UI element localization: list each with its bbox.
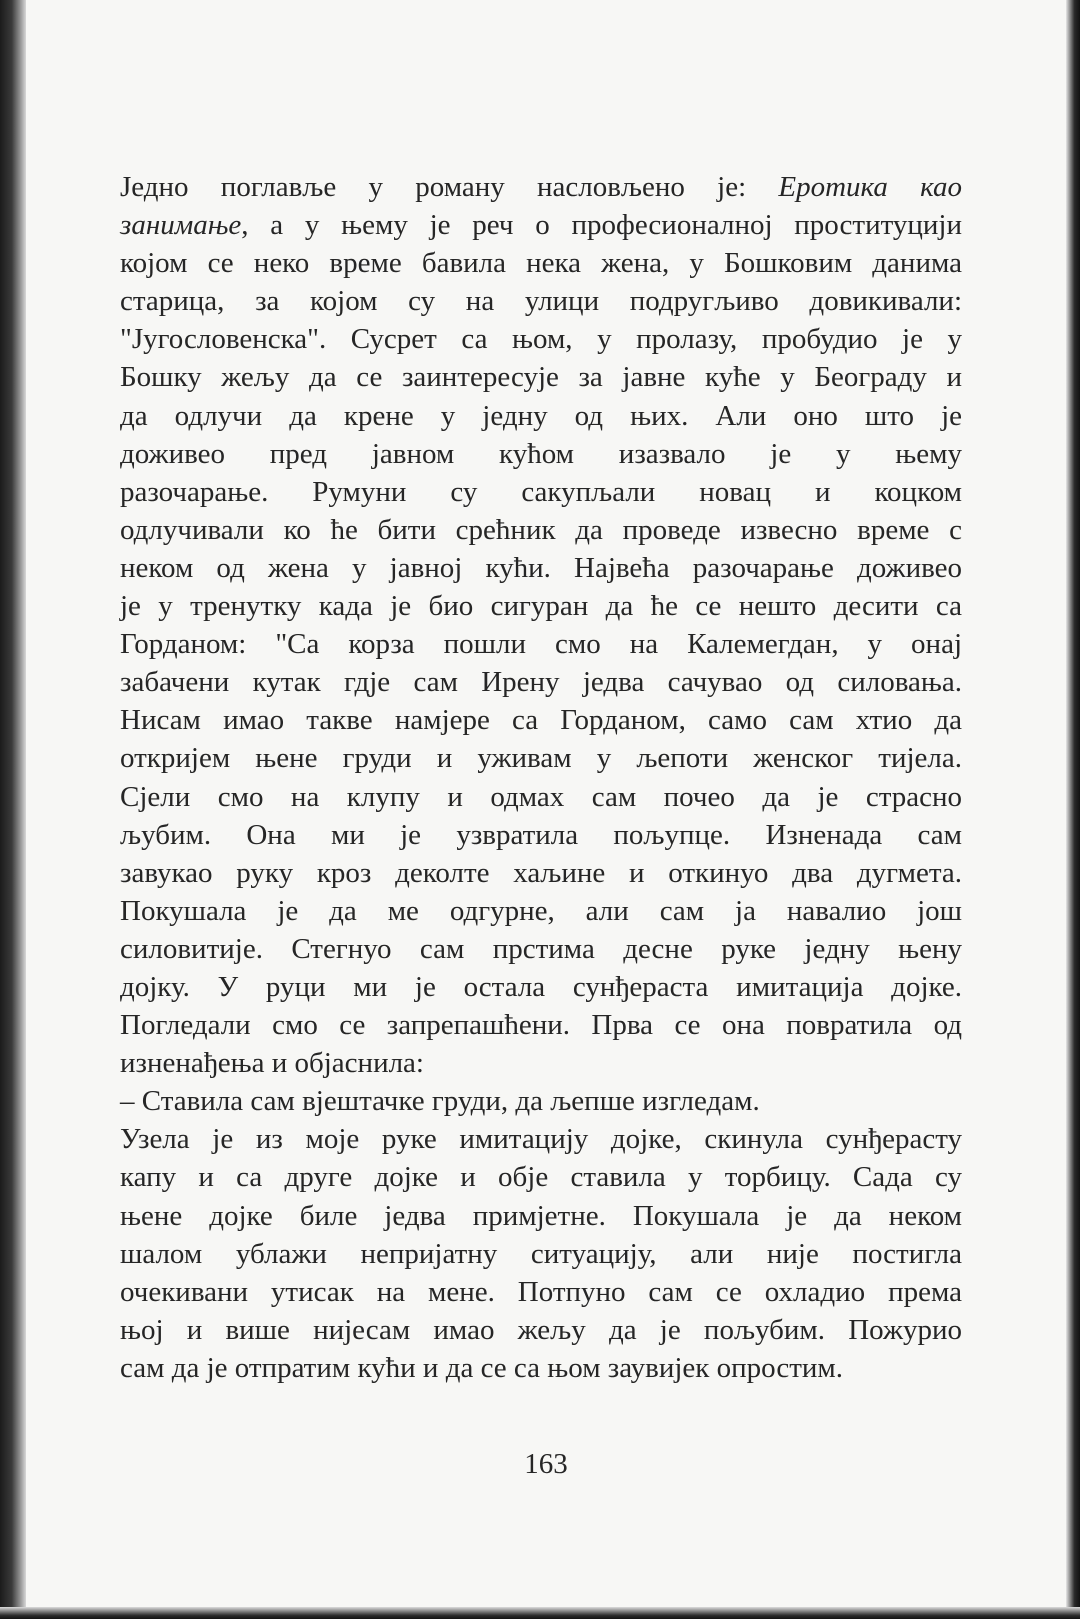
text-line: дојку. У руци ми је остала сунђераста имитација дојке.: [120, 970, 962, 1003]
text-line: Нисам имао такве намјере са Горданом, само сам хтио да: [120, 704, 962, 737]
line-text: , а у њему је реч о професионалној проституцији: [241, 209, 962, 242]
text-line: забачени кутак гдје сам Ирену једва сачувао од силовања.: [120, 666, 962, 699]
line-text: Једно поглавље у роману насловљено је:: [120, 171, 779, 203]
text-line: доживео пред јавном кућом изазвало је у њему: [120, 437, 962, 470]
page-number: 163: [524, 1448, 568, 1480]
text-line: завукао руку кроз деколте хаљине и откинуо два дугмета.: [120, 856, 962, 889]
text-line: [120, 206, 962, 244]
text-line: је у тренутку када је био сигуран да ће се нешто десити са: [120, 590, 962, 623]
book-binding-shadow: [0, 0, 26, 1619]
paragraph-1: [120, 168, 962, 1082]
italic-title-text: Еротика као: [778, 171, 962, 203]
text-line: Погледали смо се запрепашћени. Прва се она повратила од: [120, 1009, 962, 1042]
italic-title-text: занимање: [120, 209, 242, 242]
text-line: Горданом: "Са корза пошли смо на Калемегдан, у онај: [120, 628, 962, 661]
text-line: одлучивали ко ће бити срећник да проведе извесно време с: [120, 513, 962, 546]
text-line: очекивани утисак на мене. Потпуно сам се охладио према: [120, 1275, 962, 1308]
text-line: [120, 168, 962, 206]
text-line: Покушала је да ме одгурне, али сам ја навалио још: [120, 894, 962, 927]
text-line: Бошку жељу да се заинтересује за јавне куће у Београду и: [120, 361, 962, 394]
text-line: "Југословенска". Сусрет са њом, у пролазу, пробудио је у: [120, 323, 962, 356]
text-line: љубим. Она ми је узвратила пољупце. Изненада сам: [120, 818, 962, 851]
text-line: разочарање. Румуни су сакупљали новац и коцком: [120, 475, 962, 508]
text-line: силовитије. Стегнуо сам прстима десне руке једну њену: [120, 932, 962, 965]
text-line: њој и више нијесам имао жељу да је пољубим. Пожурио: [120, 1313, 962, 1346]
book-page: [26, 0, 1066, 1607]
text-line: сам да је отпратим кући и да се са њом заувијек опростим.: [120, 1351, 844, 1384]
text-line: шалом ублажи непријатну ситуацију, али није постигла: [120, 1237, 962, 1270]
dialogue-line: – Ставила сам вјештачке груди, да љепше изгледам.: [120, 1085, 760, 1118]
text-line: којом се неко време бавила нека жена, у Бошковим данима: [120, 247, 962, 280]
text-line: изненађења и објаснила:: [120, 1047, 424, 1080]
text-line: да одлучи да крене у једну од њих. Али оно што је: [120, 399, 962, 432]
text-line: њене дојке биле једва примјетне. Покушала је да неком: [120, 1199, 962, 1232]
text-line: Сјели смо на клупу и одмах сам почео да је страсно: [120, 780, 962, 813]
page-bottom-edge: [0, 1607, 1080, 1619]
text-line: старица, за којом су на улици подругљиво довикивали:: [120, 285, 962, 318]
text-line: капу и са друге дојке и обје ставила у торбицу. Сада су: [120, 1161, 962, 1194]
text-line: Узела је из моје руке имитацију дојке, скинула сунђерасту: [120, 1123, 962, 1156]
body-text: [120, 168, 962, 1387]
page-right-edge: [1066, 0, 1080, 1619]
paragraph-2: [120, 1120, 962, 1387]
text-line: откријем њене груди и уживам у љепоти женског тијела.: [120, 742, 962, 775]
text-line: неком од жена у јавној кући. Највећа разочарање доживео: [120, 551, 962, 584]
